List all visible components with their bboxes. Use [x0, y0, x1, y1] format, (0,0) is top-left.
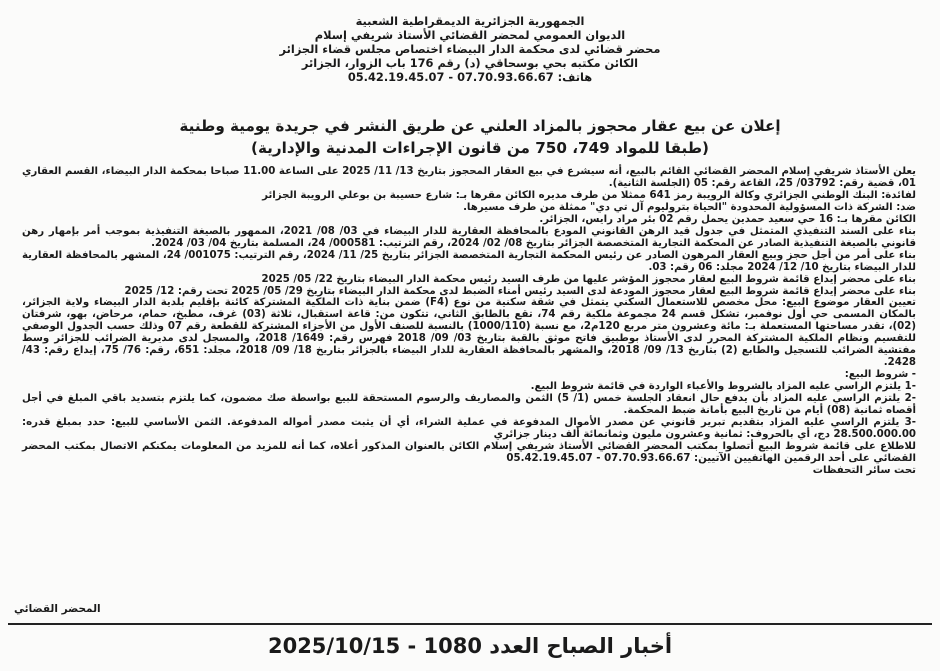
office-jurisdiction: محضر قضائي لدى محكمة الدار البيضاء اختصاص مجلس قضاء الجزائر [279, 42, 661, 56]
newspaper-issue: أخبار الصباح العدد 1080 [423, 634, 673, 658]
notice-title-line: إعلان عن بيع عقار محجوز بالمزاد العلني عن طريق النشر في جريدة يومية وطنية [179, 117, 781, 135]
body-paragraph: يعلن الأستاذ شريفي إسلام المحضر القضائي القائم بالبيع، أنه سيشرع في بيع العقار المحجوز بتاريخ 13/ 11/ 2025 على الساعة 11.00 صباحا بمحكمة الدار البيضاء، القسم العقاري 01، قضية رقم: 03792/ 25، القاعة رقم: 05 (الجلسة الثانية). [22, 166, 916, 189]
reservations-line: تحت سائر التحفظات [812, 464, 916, 476]
sale-condition: -2 يلتزم الراسي عليه المزاد بأن يدفع حال انعقاد الجلسة خمس (1/ 5) الثمن والمصاريف والرسوم المستحقة للبيع بواسطة صك مضمون، كما يلتزم بتسديد باقي المبلغ في أجل أقصاه ثمانية (08) أيام من تاريخ البيع بأمانة ضبط المحكمة. [22, 393, 916, 417]
bailiff-signature: المحضر القضائي [14, 603, 101, 615]
body-paragraph: الكائن مقرها بـ: 16 حي سعيد حمدين يحمل رقم 02 بئر مراد رايس، الجزائر. [539, 213, 916, 225]
contact-paragraph: للاطلاع على قائمة شروط البيع أتصلوا بمكتب المحضر القضائي الأستاذ شريفي إسلام الكائن بالعنوان المذكور أعلاه، كما أنه للمزيد من المعلومات يمكنكم الاتصال بمكتب المحضر القضائي على أحد الرقمين الهاتفيين الآتيين: 07.70.93.66.67 - 05.42.19.45.07 [22, 440, 916, 464]
republic-name: الجمهورية الجزائرية الديمقراطية الشعبية [355, 14, 585, 28]
body-paragraph: ضد: الشركة ذات المسؤولية المحدودة "الحياة بتروليوم آل تي دي" ممثلة من طرف مسيرها. [463, 201, 916, 213]
newspaper-footer [0, 627, 940, 665]
footer-divider [8, 623, 932, 625]
body-paragraph: لفائدة: البنك الوطني الجزائري وكالة الرويبة رمز 641 ممثلا من طرف مديره الكائن مقرها بـ: شارع حسيبة بن بوعلي الرويبة الجزائر [262, 189, 916, 201]
footer-separator: - [407, 634, 417, 658]
sale-condition: -1 يلتزم الراسي عليه المزاد بالشروط والأعباء الواردة في قائمة شروط البيع. [530, 381, 916, 393]
body-paragraph: بناء على السند التنفيذي المتمثل في جدول قيد الرهن القانوني المودع بالمحافظة العقارية للدار البيضاء في 03/ 08/ 2021، الممهور بالصيغة التنفيذية بموجب أمر بإمهار رهن قانوني بالصيغة التنفيذية الصادر عن المحكمة التجارية المتخصصة الجزائر بتاريخ 08/ 02/ 2024، رقم الترتيب: 000581/ 24، المسلمة بتاريخ 04/ 03/ 2024. [22, 225, 916, 249]
body-paragraph: بناء على أمر من أجل حجز وبيع العقار المرهون الصادر عن رئيس المحكمة التجارية المتخصصة الجزائر بتاريخ 25/ 11/ 2024، رقم الترتيب: 001075/ 24، المشهر بالمحافظة العقارية للدار البيضاء بتاريخ 10/ 12/ 2024 مجلد: 06 رقم: 03. [22, 249, 916, 273]
issue-date: 2025/10/15 [267, 634, 401, 658]
office-address: الكائن مكتبه بحي بوسحاقي (د) رقم 176 باب الزوار، الجزائر [301, 56, 639, 70]
notice-title [60, 115, 900, 159]
office-header [150, 14, 790, 84]
body-paragraph: بناء على محضر إيداع قائمة شروط البيع لعقار محجوز المؤشر عليها من طرف السيد رئيس محكمة الدار البيضاء بتاريخ 22/ 05/ 2025 [261, 273, 916, 285]
sale-condition: -3 يلتزم الراسي عليه المزاد بتقديم تبرير قانوني عن مصدر الأموال المدفوعة في عملية الشراء، أي أن يثبت مصدر أمواله المدفوعة. الثمن الأساسي للبيع: حدد بمبلغ قدره: 28.500.000.00 دج، أي بالحروف: ثمانية وعشرون مليون وثمانمائة ألف دينار جزائري [22, 417, 916, 440]
office-name: الديوان العمومي لمحضر القضائي الأستاذ شريفي إسلام [314, 28, 626, 42]
notice-body [22, 166, 916, 477]
notice-subtitle-line: (طبقا للمواد 749، 750 من قانون الإجراءات المدنية والإدارية) [251, 139, 709, 157]
body-paragraph: تعيين العقار موضوع البيع: محل مخصص للاستعمال السكني يتمثل في شقة سكنية من نوع (F4) ضمن بناية ذات الملكية المشتركة كائنة بإقليم بلدية الدار البيضاء ولاية الجزائر، بالمكان المسمى حي أول نوفمبر، تشكل قسم 24 مجموعة ملكية رقم 74، تقع بالطابق الثاني، تتكون من: قاعة استقبال، ثلاثة (03) غرف، مطبخ، حمام، مرحاض، بهو، شرفتان (02)، تقدر مساحتها المستعملة بـ: مائة وعشرون متر مربع 120م2، مع نسبة (1000/110) بالنسبة للصنف الأول من الأجزاء المشتركة للقطعة رقم 07 وذلك حسب الجدول الوصفي للتقسيم ونظام الملكية المشتركة المحرر لدى الأستاذ بوطبيق فاتح موثق بالقبة بتاريخ 03/ 09/ 2018 فهرس رقم: 1649/ 2018، والمسجل لدى مديرية الضرائب للجزائر وسط مفتشية الضرائب للتسجيل والطابع (2) بتاريخ 13/ 09/ 2018، والمشهر بالمحافظة العقارية للدار البيضاء بالجزائر بتاريخ 18/ 09/ 2018، مجلد: 651، رقم: 76/ 75، إيداع رقم: 43/ 2428. [22, 297, 916, 369]
body-paragraph: بناء على محضر إيداع قائمة شروط البيع لعقار محجوز المودعة لدى السيد رئيس أمناء الضبط لدى محكمة الدار البيضاء بتاريخ 29/ 05/ 2025 تحت رقم: 12/ 2025 [124, 285, 916, 297]
office-phone: هاتف: 07.70.93.66.67 - 05.42.19.45.07 [347, 70, 593, 84]
sale-conditions-heading: - شروط البيع: [844, 369, 916, 381]
